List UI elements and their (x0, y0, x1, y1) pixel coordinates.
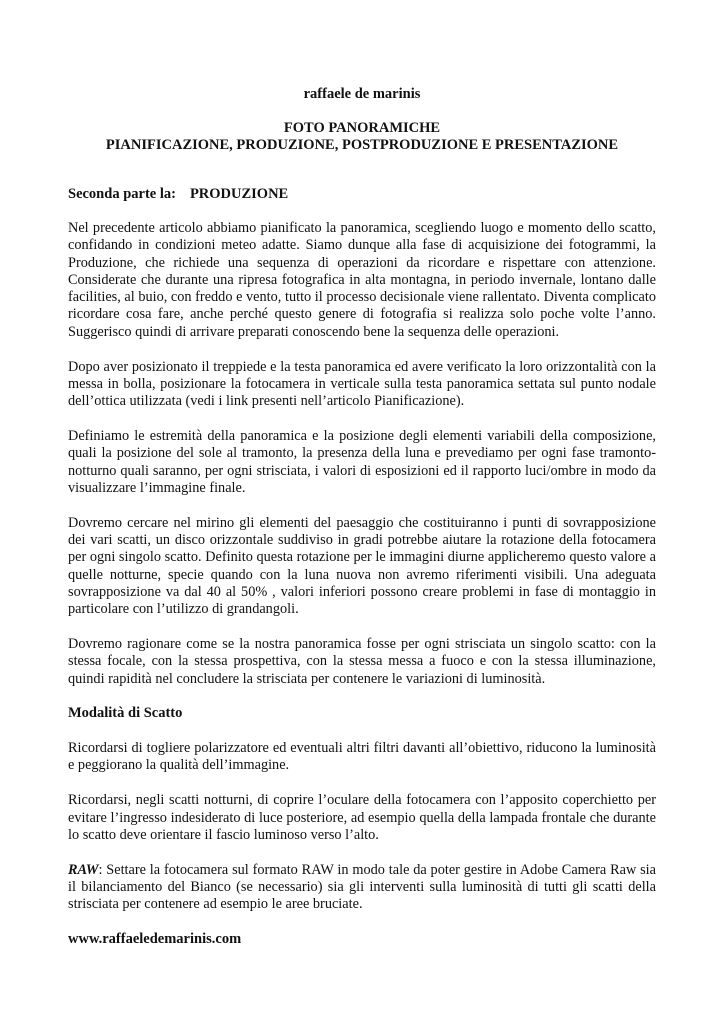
paragraph-raw (68, 862, 656, 914)
paragraph-filters: Ricordarsi di togliere polarizzatore ed eventuali altri filtri davanti all’obiettivo, riducono la luminosità e peggiorano la qualità dell’immagine. (68, 740, 656, 774)
paragraph-extremes: Definiamo le estremità della panoramica e la posizione degli elementi variabili della composizione, quali la posizione del sole al tramonto, la presenza della luna e prevediamo per ogni fase tramonto-notturno quali saranno, per ogni strisciata, i valori di esposizioni ed il rapporto luci/ombre in modo da visualizzare l’immagine finale. (68, 427, 656, 496)
subheading-shooting-mode: Modalità di Scatto (68, 705, 183, 722)
raw-label: RAW (68, 861, 99, 878)
paragraph-overlap: Dovremo cercare nel mirino gli elementi del paesaggio che costituiranno i punti di sovrapposizione dei vari scatti, un disco orizzontale suddiviso in gradi potrebbe aiutare la rotazione della fotocamera per ogni singolo scatto. Definito questa rotazione per le immagini diurne applicheremo questo valore a quelle notturne, specie quando con la luna nuova non avremo riferimenti visibili. Una adeguata sovrapposizione va dal 40 al 50% , valori inferiori possono creare problemi in fase di montaggio in particolare con l’utilizzo di grandangoli. (68, 514, 656, 618)
author-name: raffaele de marinis (303, 86, 421, 102)
part-label: Seconda parte la: (68, 186, 176, 202)
document-body (68, 220, 656, 966)
paragraph-tripod: Dopo aver posizionato il treppiede e la testa panoramica ed avere verificato la loro orizzontalità con la messa in bolla, posizionare la fotocamera in verticale sulla testa panoramica settata sul punto nodale dell’ottica utilizzata (vedi i link presenti nell’articolo Pianificazione). (68, 358, 656, 410)
title-line-2: PIANIFICAZIONE, PRODUZIONE, POSTPRODUZIONE E PRESENTAZIONE (105, 137, 619, 153)
paragraph-eyepiece: Ricordarsi, negli scatti notturni, di coprire l’oculare della fotocamera con l’apposito coperchietto per evitare l’ingresso indesiderato di luce posteriore, ad esempio quella della lampada frontale che durante lo scatto deve orientare il fascio luminoso verso l’alto. (68, 792, 656, 843)
paragraph-intro: Nel precedente articolo abbiamo pianificato la panoramica, scegliendo luogo e momento dello scatto, confidando in condizioni meteo adatte. Siamo dunque alla fase di acquisizione dei fotogrammi, la Produzione, che richiede una sequenza di operazioni da ricordare e rispettare con attenzione. Considerate che durante una ripresa fotografica in alta montagna, in periodo invernale, lontano dalle facilities, al buio, con freddo e vento, tutto il processo decisionale viene rallentato. Diventa complicato ricordare cosa fare, anche perché questo genere di fotografia si realizza solo poche volte l’anno. Suggerisco quindi di arrivare preparati conoscendo bene la sequenza delle operazioni. (68, 220, 656, 340)
part-name: PRODUZIONE (189, 186, 289, 202)
title-line-1: FOTO PANORAMICHE (283, 120, 441, 136)
raw-text: : Settare la fotocamera sul formato RAW in modo tale da poter gestire in Adobe Camera Raw sia il bilanciamento del Bianco (se necessario) sia gli interventi sulla luminosità di tutti gli scatti della strisciata per contenere ad esempio le aree bruciate. (68, 861, 656, 913)
document-title (60, 120, 664, 154)
section-heading (68, 186, 288, 203)
website-link[interactable]: www.raffaeledemarinis.com (68, 931, 242, 947)
paragraph-single-shot: Dovremo ragionare come se la nostra panoramica fosse per ogni strisciata un singolo scatto: con la stessa focale, con la stessa prospettiva, con la stessa messa a fuoco e con la stessa illuminazione, quindi rapidità nel concludere la strisciata per contenere le variazioni di luminosità. (68, 635, 656, 687)
